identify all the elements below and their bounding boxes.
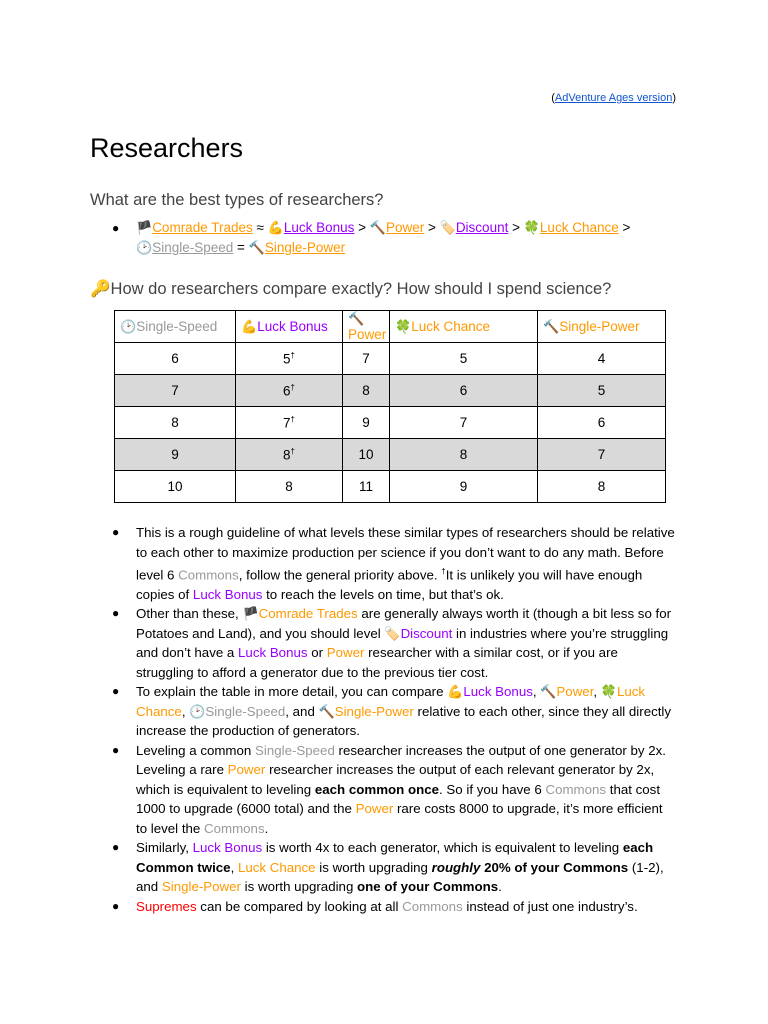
table-cell: 5 bbox=[390, 343, 538, 375]
table-cell: 7 bbox=[115, 375, 236, 407]
note-text: , bbox=[532, 684, 541, 700]
cell-value: 5 bbox=[283, 351, 291, 367]
note-text: is worth 4x to each generator, which is equivalent to leveling bbox=[262, 840, 623, 856]
emphasis: each common once bbox=[314, 781, 440, 797]
note-text: Leveling a common bbox=[136, 742, 255, 758]
table-cell: 9 bbox=[115, 439, 236, 471]
note-text: rare costs 8000 to upgrade, it’s more efficient to level the bbox=[136, 801, 663, 836]
hammer-icon: 🔨 bbox=[540, 684, 557, 700]
flag-icon: 🏴 bbox=[136, 220, 153, 235]
table-cell: 8 bbox=[538, 471, 666, 503]
table-cell: 10 bbox=[115, 471, 236, 503]
luck-chance-term: Luck Chance bbox=[237, 859, 316, 875]
list-item bbox=[112, 897, 675, 917]
note-text: can be compared by looking at all bbox=[196, 898, 403, 914]
bullet-icon: ● bbox=[112, 742, 120, 757]
table-row bbox=[115, 375, 666, 407]
commons-term: Commons bbox=[178, 567, 239, 583]
note-text: , bbox=[593, 684, 601, 700]
note-text: is worth upgrading bbox=[240, 879, 358, 895]
note-text: Similarly, bbox=[136, 840, 193, 856]
paren-open: ( bbox=[551, 92, 555, 104]
table-row bbox=[115, 439, 666, 471]
note-text: . bbox=[264, 820, 269, 836]
cell-value: 8 bbox=[283, 447, 291, 463]
gt-sign: > bbox=[354, 220, 370, 235]
note-text: (1-2), and bbox=[136, 859, 664, 895]
table-cell: 6 bbox=[538, 407, 666, 439]
table-cell: 10 bbox=[343, 439, 390, 471]
eq-sign: = bbox=[233, 240, 249, 255]
clover-icon: 🍀 bbox=[600, 684, 617, 700]
bullet-icon: ● bbox=[112, 840, 120, 855]
note-text: researcher increases the output of one generator by 2x. Leveling a rare bbox=[136, 742, 666, 778]
emphasis: one of your Commons bbox=[357, 879, 499, 895]
cell-value: 6 bbox=[283, 383, 291, 399]
list-item bbox=[112, 741, 675, 839]
header-label: Single-Speed bbox=[136, 318, 218, 334]
note-text: are generally always worth it (though a bit less so for Potatoes and Land), and you should level bbox=[136, 606, 672, 641]
flag-icon: 🏴 bbox=[242, 606, 259, 622]
note-text: instead of just one industry’s. bbox=[462, 898, 638, 914]
table-cell bbox=[236, 407, 343, 439]
table-cell: 5 bbox=[538, 375, 666, 407]
dagger-mark: † bbox=[290, 350, 295, 360]
power-link[interactable]: Power bbox=[385, 220, 425, 235]
dagger-mark: † bbox=[290, 446, 295, 456]
hammer-icon: 🔨 bbox=[318, 703, 335, 719]
header-single-speed bbox=[115, 311, 236, 343]
power-term: Power bbox=[227, 762, 266, 778]
question-compare-text: How do researchers compare exactly? How should I spend science? bbox=[110, 280, 612, 298]
question-best-types: What are the best types of researchers? bbox=[90, 191, 384, 209]
approx-sign: ≈ bbox=[252, 220, 268, 235]
luck-bonus-term: Luck Bonus bbox=[463, 684, 533, 700]
clover-icon: 🍀 bbox=[395, 318, 412, 334]
header-label: Luck Chance bbox=[411, 318, 490, 334]
dagger-mark: † bbox=[441, 567, 446, 576]
single-power-term: Single-Power bbox=[334, 703, 414, 719]
note-text: to reach the levels on time, but that’s ok. bbox=[262, 586, 504, 602]
table-cell: 11 bbox=[343, 471, 390, 503]
commons-term: Commons bbox=[545, 781, 607, 797]
luck-bonus-link[interactable]: Luck Bonus bbox=[283, 220, 355, 235]
list-item bbox=[112, 838, 675, 897]
note-text: researcher increases the output of each relevant generator by 2x, which is equivalent to leveling bbox=[136, 762, 655, 797]
table-cell: 4 bbox=[538, 343, 666, 375]
header-luck-bonus bbox=[236, 311, 343, 343]
bullet-icon: ● bbox=[112, 684, 120, 699]
note-text: This is a rough guideline of what levels these similar types of researchers should be relative to each other to maximize production per science if you don’t want to do any math. Before level 6 bbox=[136, 525, 675, 583]
luck-chance-term: Luck Chance bbox=[136, 684, 646, 719]
tag-icon: 🏷️ bbox=[439, 220, 456, 235]
table-cell: 6 bbox=[115, 343, 236, 375]
muscle-icon: 💪 bbox=[447, 684, 464, 700]
note-text: researcher with a similar cost, or if you are struggling to afford a generator due to the previous tier cost. bbox=[136, 645, 618, 680]
table-cell: 8 bbox=[390, 439, 538, 471]
note-text: Other than these, bbox=[136, 606, 243, 622]
table-row bbox=[115, 343, 666, 375]
table-cell bbox=[236, 439, 343, 471]
researcher-comparison-table bbox=[114, 310, 666, 503]
table-header-row bbox=[115, 311, 666, 343]
header-luck-chance bbox=[390, 311, 538, 343]
single-power-link[interactable]: Single-Power bbox=[264, 240, 346, 255]
question-compare bbox=[90, 280, 611, 299]
clover-icon: 🍀 bbox=[523, 220, 540, 235]
note-text: It is unlikely you will have enough copies of bbox=[136, 567, 643, 602]
priority-summary bbox=[112, 218, 655, 258]
clock-icon: 🕑 bbox=[189, 703, 206, 719]
note-text: , follow the general priority above. bbox=[238, 567, 442, 583]
note-text: . So if you have 6 bbox=[439, 781, 546, 797]
table-cell: 7 bbox=[390, 407, 538, 439]
table-cell: 8 bbox=[343, 375, 390, 407]
commons-term: Commons bbox=[204, 820, 265, 836]
luck-bonus-term: Luck Bonus bbox=[192, 840, 263, 856]
header-label: Single-Power bbox=[559, 318, 640, 334]
bullet-icon: ● bbox=[112, 221, 120, 235]
table-cell: 7 bbox=[538, 439, 666, 471]
muscle-icon: 💪 bbox=[241, 318, 258, 334]
power-term: Power bbox=[556, 684, 594, 700]
note-text: , bbox=[181, 703, 190, 719]
list-item bbox=[112, 682, 675, 741]
note-text: or bbox=[307, 645, 327, 661]
header-single-power bbox=[538, 311, 666, 343]
key-icon: 🔑 bbox=[90, 280, 111, 298]
clock-icon: 🕑 bbox=[120, 318, 137, 334]
emphasis: roughly bbox=[431, 859, 481, 875]
single-speed-term: Single-Speed bbox=[255, 742, 335, 758]
note-text: , bbox=[230, 859, 238, 875]
note-text: in industries where you’re struggling and don’t have a bbox=[136, 625, 669, 661]
table-cell: 9 bbox=[390, 471, 538, 503]
cell-value: 7 bbox=[283, 415, 291, 431]
single-power-term: Single-Power bbox=[161, 879, 241, 895]
dagger-mark: † bbox=[290, 414, 295, 424]
version-note bbox=[551, 92, 676, 104]
note-text: To explain the table in more detail, you can compare bbox=[136, 684, 448, 700]
header-label: Luck Bonus bbox=[257, 318, 328, 334]
luck-chance-link[interactable]: Luck Chance bbox=[539, 220, 619, 235]
tag-icon: 🏷️ bbox=[384, 625, 401, 641]
power-term: Power bbox=[326, 645, 365, 661]
paren-close: ) bbox=[672, 92, 676, 104]
note-text: relative to each other, since they all directly increase the production of generators. bbox=[136, 703, 672, 739]
power-term: Power bbox=[355, 801, 394, 817]
table-cell: 6 bbox=[390, 375, 538, 407]
discount-link[interactable]: Discount bbox=[455, 220, 509, 235]
hammer-icon: 🔨 bbox=[369, 220, 386, 235]
table-cell bbox=[236, 343, 343, 375]
table-cell: 7 bbox=[343, 343, 390, 375]
emphasis: each Common twice bbox=[136, 840, 654, 875]
header-label: Power bbox=[348, 327, 387, 342]
list-item bbox=[112, 523, 675, 604]
note-text: that cost 1000 to upgrade (6000 total) and the bbox=[136, 781, 661, 817]
single-speed-term: Single-Speed bbox=[205, 703, 286, 719]
notes-list bbox=[112, 523, 675, 916]
gt-sign: > bbox=[508, 220, 524, 235]
table-cell: 8 bbox=[115, 407, 236, 439]
page-title: Researchers bbox=[90, 133, 244, 163]
discount-term: Discount bbox=[400, 625, 453, 641]
hammer-icon: 🔨 bbox=[248, 240, 265, 255]
table-row bbox=[115, 407, 666, 439]
hammer-icon: 🔨 bbox=[348, 311, 365, 326]
note-text: is worth upgrading bbox=[315, 859, 432, 875]
emphasis: 20% of your Commons bbox=[480, 859, 629, 875]
table-row bbox=[115, 471, 666, 503]
table-cell: 8 bbox=[236, 471, 343, 503]
note-text: . bbox=[498, 879, 502, 895]
adventure-ages-link[interactable]: AdVenture Ages version bbox=[554, 92, 673, 104]
hammer-icon: 🔨 bbox=[543, 318, 560, 334]
bullet-icon: ● bbox=[112, 606, 120, 621]
luck-bonus-term: Luck Bonus bbox=[238, 645, 308, 661]
list-item bbox=[112, 604, 675, 682]
table-cell: 9 bbox=[343, 407, 390, 439]
luck-bonus-term: Luck Bonus bbox=[192, 586, 263, 602]
commons-term: Commons bbox=[402, 898, 463, 914]
bullet-icon: ● bbox=[112, 525, 120, 539]
table-cell bbox=[236, 375, 343, 407]
clock-icon: 🕑 bbox=[136, 240, 153, 255]
comrade-trades-term: Comrade Trades bbox=[258, 606, 358, 622]
gt-sign: > bbox=[424, 220, 440, 235]
supremes-term: Supremes bbox=[136, 898, 197, 914]
header-power bbox=[343, 311, 390, 343]
dagger-mark: † bbox=[290, 382, 295, 392]
single-speed-link[interactable]: Single-Speed bbox=[152, 240, 234, 255]
muscle-icon: 💪 bbox=[267, 220, 284, 235]
gt-sign: > bbox=[618, 220, 631, 235]
note-text: , and bbox=[285, 703, 319, 719]
bullet-icon: ● bbox=[112, 898, 120, 913]
priority-list-item bbox=[112, 218, 655, 258]
comrade-trades-link[interactable]: Comrade Trades bbox=[152, 220, 253, 235]
